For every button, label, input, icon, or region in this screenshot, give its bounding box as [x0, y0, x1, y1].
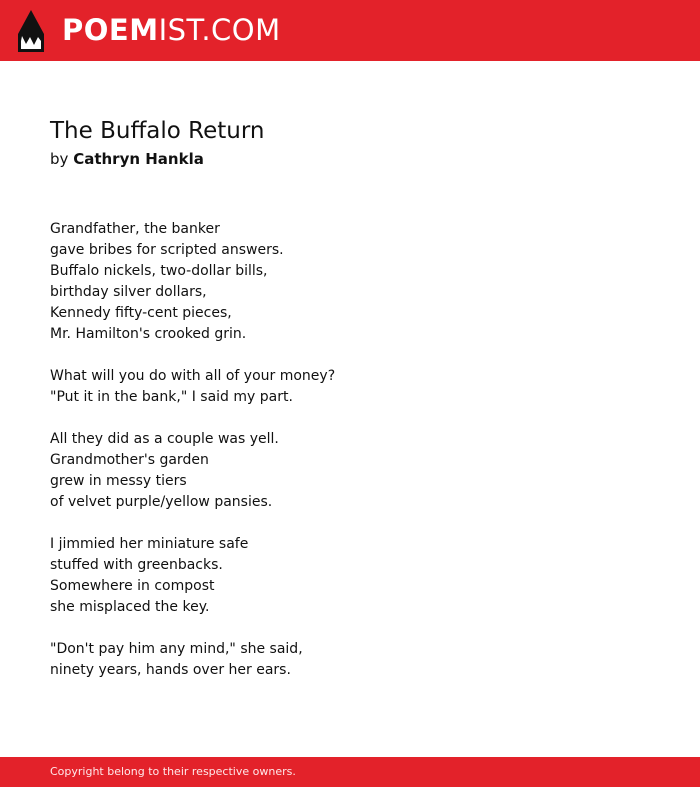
byline: [50, 148, 204, 170]
poem-line: I jimmied her miniature safe: [50, 536, 249, 552]
poem-line: "Put it in the bank," I said my part.: [50, 389, 293, 405]
logo-text-bold: POEM: [62, 13, 159, 47]
stanza: [50, 429, 335, 513]
poem-line: Buffalo nickels, two-dollar bills,: [50, 263, 268, 279]
stanza: [50, 366, 335, 408]
poem-line: All they did as a couple was yell.: [50, 431, 279, 447]
stanza: [50, 219, 335, 345]
poem-line: she misplaced the key.: [50, 599, 210, 615]
stanza: [50, 534, 335, 618]
poem-line: What will you do with all of your money?: [50, 368, 336, 384]
poem-line: ninety years, hands over her ears.: [50, 662, 291, 678]
author-name: Cathryn Hankla: [73, 150, 204, 168]
poem-line: Somewhere in compost: [50, 578, 215, 594]
poem-line: Grandfather, the banker: [50, 221, 220, 237]
poem-line: Mr. Hamilton's crooked grin.: [50, 326, 247, 342]
poem-line: Kennedy fifty-cent pieces,: [50, 305, 232, 321]
stanza: [50, 639, 335, 681]
copyright-text: Copyright belong to their respective owners.: [50, 765, 296, 778]
poem-body: [50, 219, 335, 702]
poem-line: Grandmother's garden: [50, 452, 209, 468]
poem-line: "Don't pay him any mind," she said,: [50, 641, 303, 657]
poem-line: gave bribes for scripted answers.: [50, 242, 284, 258]
site-logo[interactable]: [62, 12, 281, 48]
poem-title: The Buffalo Return: [50, 118, 265, 144]
site-header: [0, 0, 700, 61]
pencil-logo-icon[interactable]: [18, 10, 44, 52]
poem-line: of velvet purple/yellow pansies.: [50, 494, 273, 510]
logo-text-light: IST.COM: [158, 13, 281, 47]
poem-line: stuffed with greenbacks.: [50, 557, 223, 573]
poem-line: birthday silver dollars,: [50, 284, 207, 300]
by-label: by: [50, 150, 69, 168]
site-footer: [0, 757, 700, 787]
poem-line: grew in messy tiers: [50, 473, 187, 489]
